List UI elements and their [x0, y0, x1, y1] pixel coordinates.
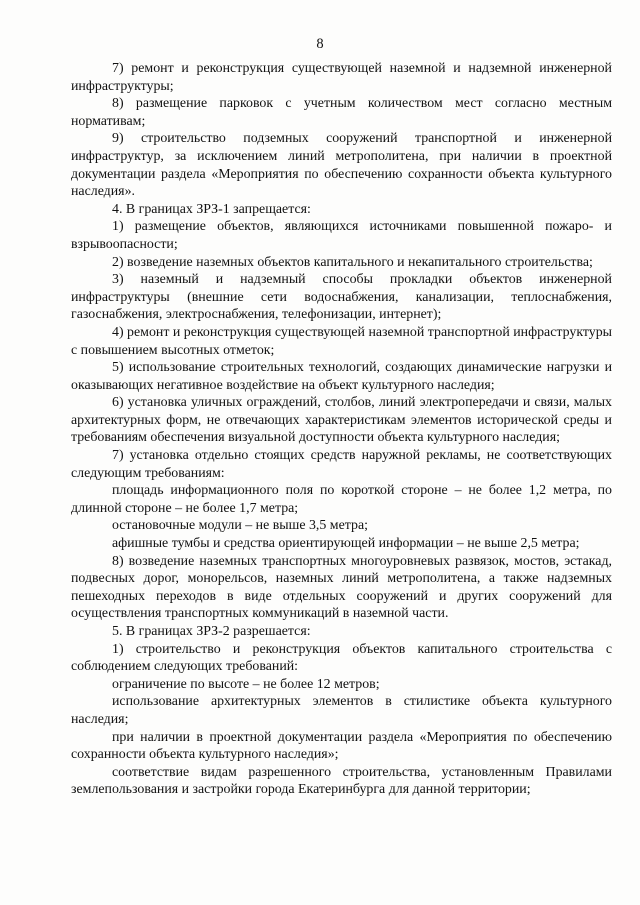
- requirement-architecture: использование архитектурных элементов в стилистике объекта культурного наследия;: [71, 694, 612, 727]
- requirement-project-docs: при наличии в проектной документации раздела «Мероприятия по обеспечению сохранности объекта культурного наследия»;: [71, 729, 612, 763]
- document-body: [71, 60, 612, 799]
- paragraph-zrz1-4: 4) ремонт и реконструкция существующей наземной транспортной инфраструктуры с повышением высотных отметок;: [71, 324, 612, 358]
- paragraph-8-parking: 8) размещение парковок с учетным количеством мест согласно местным нормативам;: [71, 96, 612, 129]
- page-number: 8: [316, 36, 324, 52]
- section-heading-zrz1: 4. В границах ЗРЗ-1 запрещается:: [112, 201, 311, 217]
- requirement-info-field: площадь информационного поля по короткой стороне – не более 1,2 метра, по длинной стороне – не более 1,7 метра;: [71, 483, 612, 516]
- paragraph-zrz2-1: 1) строительство и реконструкция объектов капитального строительства с соблюдением следующих требований:: [71, 641, 612, 675]
- paragraph-zrz1-5: 5) использование строительных технологий, создающих динамические нагрузки и оказывающих негативное воздействие на объект культурного наследия;: [71, 360, 612, 393]
- paragraph-zrz1-1: 1) размещение объектов, являющихся источниками повышенной пожаро- и взрывоопасности;: [71, 219, 612, 252]
- paragraph-zrz1-6: 6) установка уличных ограждений, столбов, линий электропередачи и связи, малых архитектурных форм, не отвечающих характеристикам элементов исторической среды и требованиям обеспечения визуальной доступности объекта культурного наследия;: [71, 395, 612, 446]
- requirement-permitted-use: соответствие видам разрешенного строительства, установленным Правилами землепользования и застройки города Екатеринбурга для данной территории;: [71, 764, 612, 798]
- paragraph-zrz1-8: 8) возведение наземных транспортных многоуровневых развязок, мостов, эстакад, подвесных дорог, монорельсов, наземных линий метрополитена, а также надземных пешеходных переходов в виде отдельных сооружений и других сооружений для осуществления транспортных коммуникаций в наземной части.: [71, 553, 612, 622]
- section-heading-zrz2: 5. В границах ЗРЗ-2 разрешается:: [112, 624, 311, 639]
- paragraph-9-underground: 9) строительство подземных сооружений транспортной и инженерной инфраструктур, за исключением линий метрополитена, при наличии в проектной документации раздела «Мероприятия по обеспечению сохранности объекта культурного наследия».: [71, 131, 612, 200]
- paragraph-zrz1-3: 3) наземный и надземный способы прокладки объектов инженерной инфраструктуры (внешние сети водоснабжения, канализации, теплоснабжения, газоснабжения, электроснабжения, телефонизации, интернет);: [71, 272, 612, 323]
- paragraph-7-repair: 7) ремонт и реконструкция существующей наземной и надземной инженерной инфраструктуры;: [71, 61, 612, 94]
- requirement-poster-column: афишные тумбы и средства ориентирующей информации – не выше 2,5 метра;: [112, 536, 580, 552]
- paragraph-zrz1-7: 7) установка отдельно стоящих средств наружной рекламы, не соответствующих следующим требованиям:: [71, 448, 612, 481]
- paragraph-zrz1-2: 2) возведение наземных объектов капитального и некапитального строительства;: [112, 254, 593, 270]
- requirement-bus-stop: остановочные модули – не выше 3,5 метра;: [112, 518, 368, 534]
- requirement-height: ограничение по высоте – не более 12 метров;: [112, 676, 380, 692]
